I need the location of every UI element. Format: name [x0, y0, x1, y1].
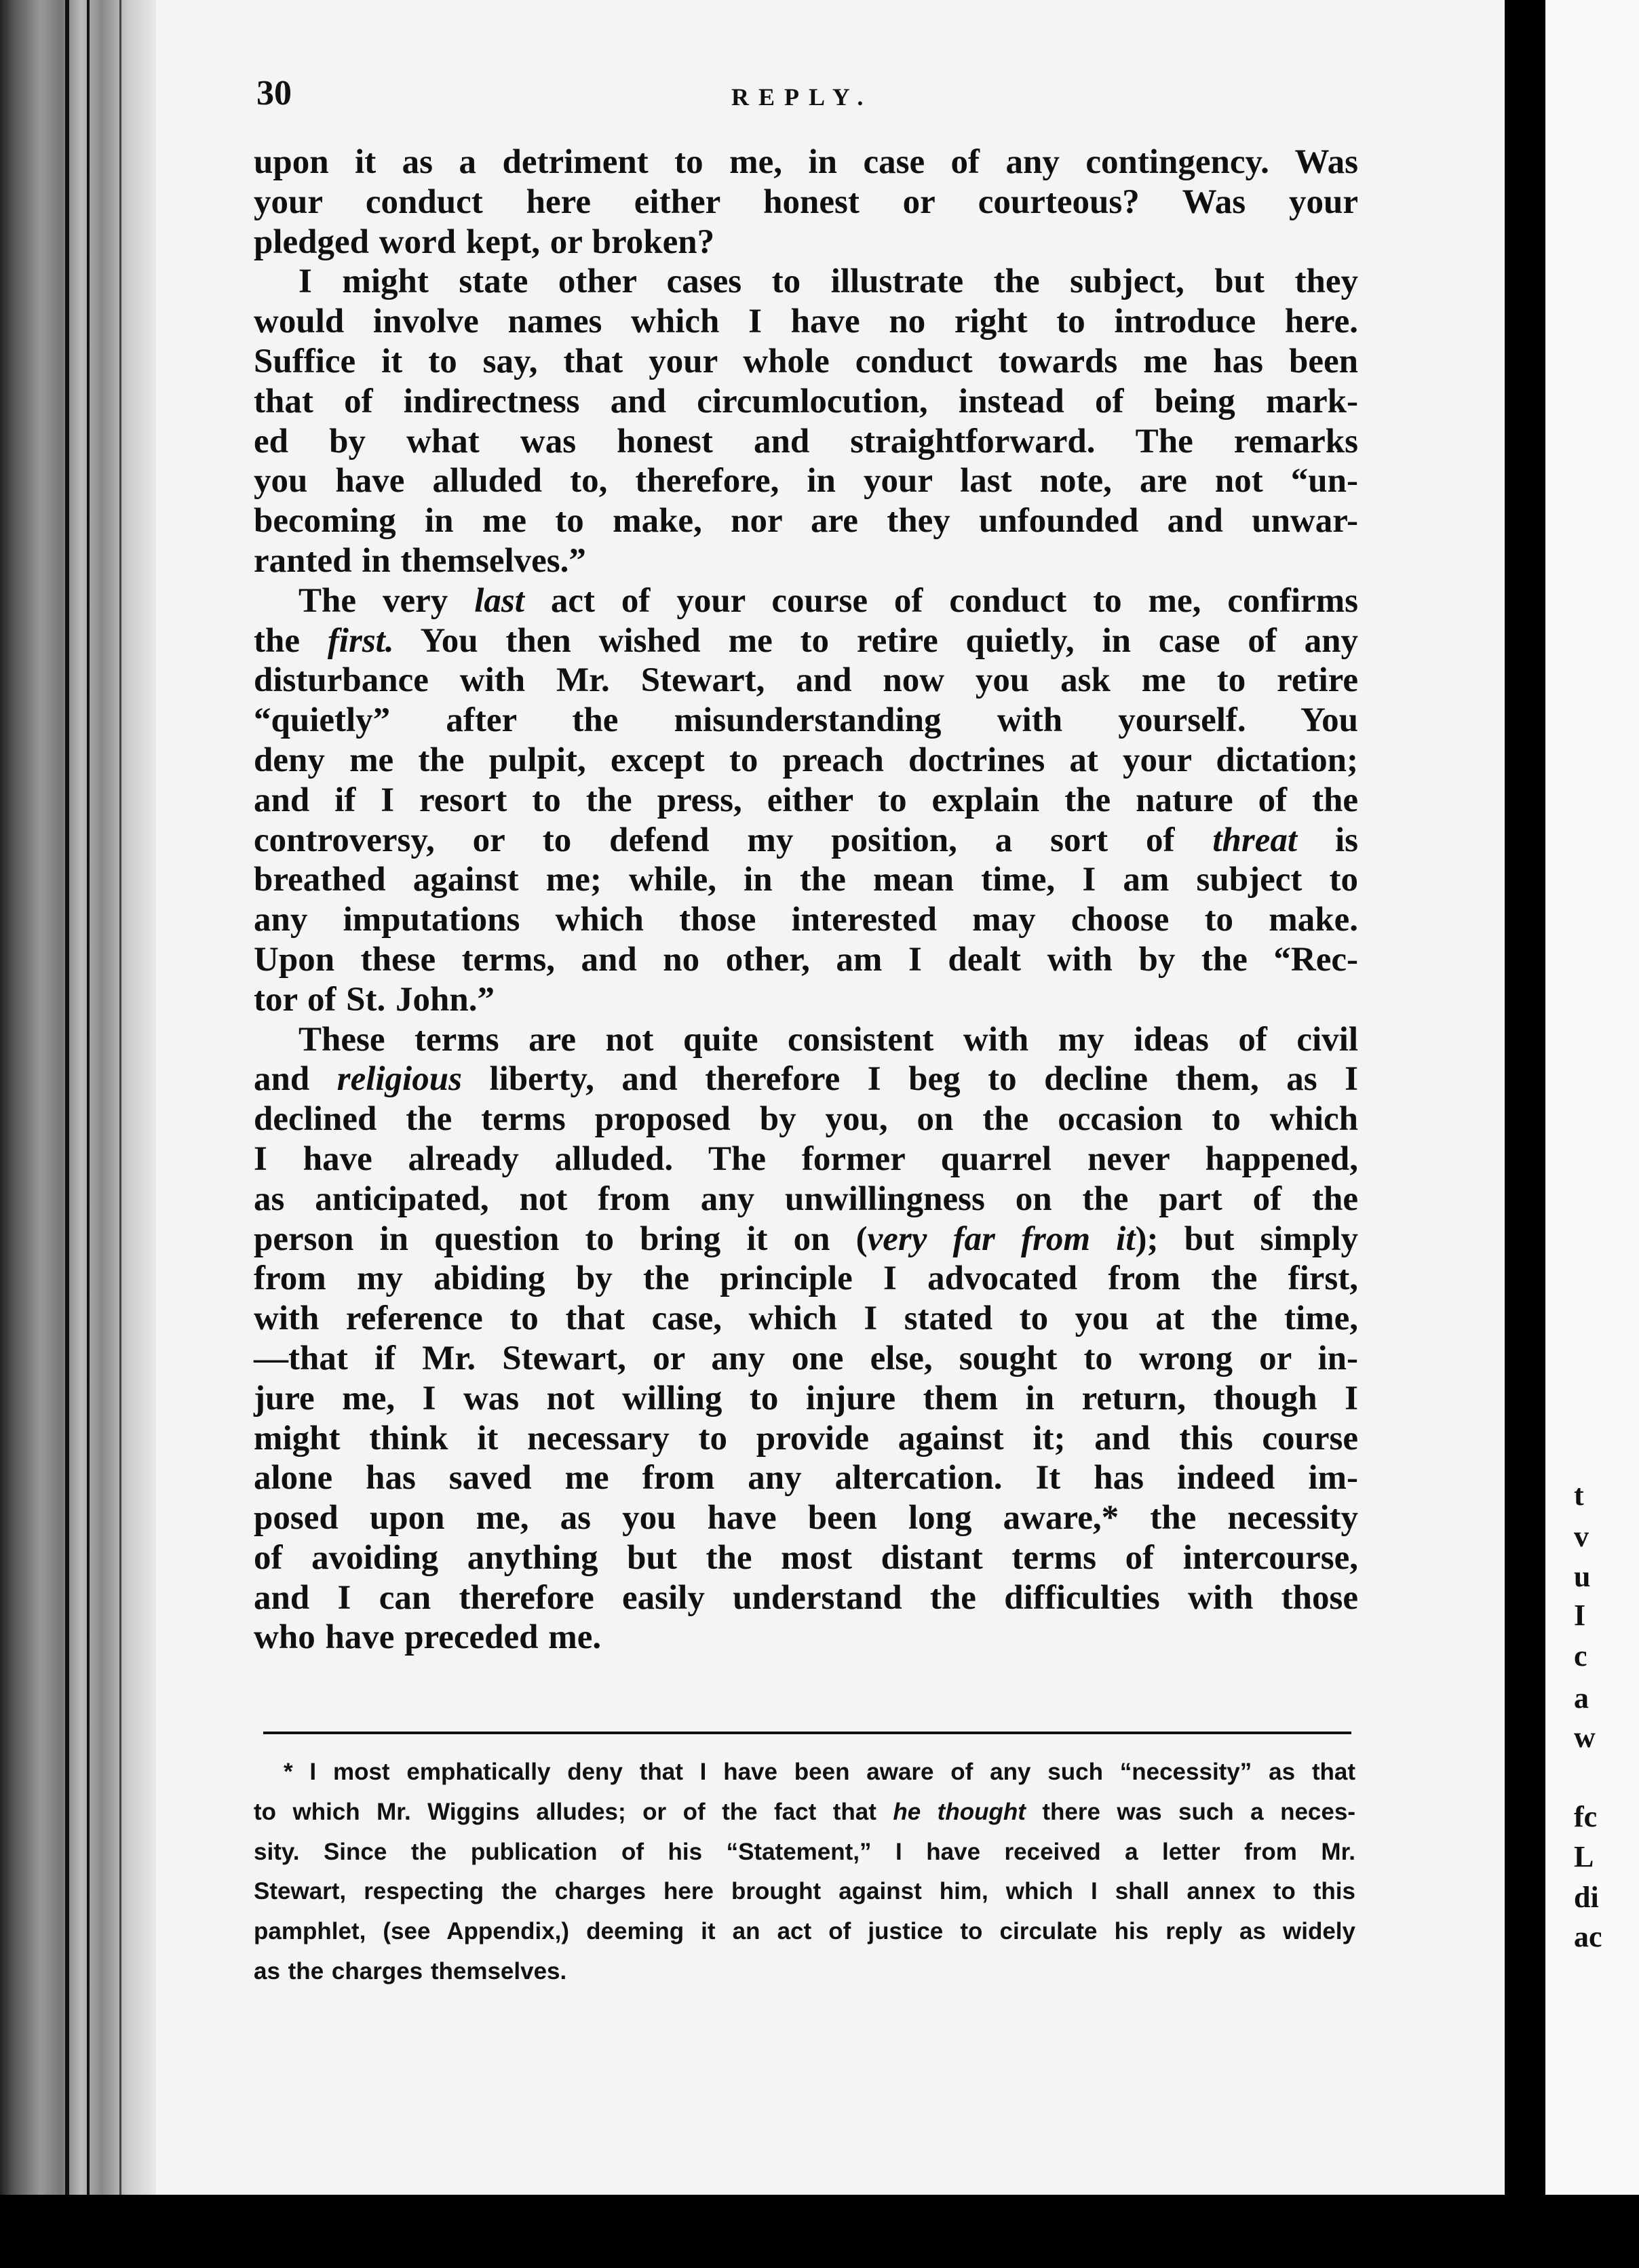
text-line: alone has saved me from any altercation. It has indeed im-: [254, 1459, 1358, 1498]
footnote-line: sity. Since the publication of his “Statement,” I have received a letter from Mr.: [254, 1838, 1355, 1865]
text-line: might think it necessary to provide against it; and this course: [254, 1419, 1358, 1458]
scan-bottom-border: [0, 2195, 1639, 2268]
facing-page: [1545, 0, 1639, 2268]
text-run: the: [254, 621, 328, 660]
footnote-line: Stewart, respecting the charges here brought against him, which I shall annex to this: [254, 1878, 1355, 1905]
facing-page-fragment: t: [1574, 1479, 1584, 1512]
text-line: Suffice it to say, that your whole conduct towards me has been: [254, 342, 1358, 380]
facing-page-fragment: v: [1574, 1520, 1589, 1553]
text-line: any imputations which those interested may choose to make.: [254, 901, 1358, 939]
page-number: 30: [256, 74, 292, 113]
text-run: controversy, or to defend my position, a sort of: [254, 821, 1213, 859]
text-run: person in question to bring it on (: [254, 1219, 868, 1258]
text-line: posed upon me, as you have been long aware,* the necessity: [254, 1499, 1358, 1538]
facing-page-fragment: di: [1574, 1881, 1599, 1914]
footnote-line: pamphlet, (see Appendix,) deeming it an act of justice to circulate his reply as widely: [254, 1918, 1355, 1945]
text-line: tor of St. John.”: [254, 980, 495, 1019]
text-line: and if I resort to the press, either to explain the nature of the: [254, 781, 1358, 819]
text-run: there was such a neces-: [1025, 1798, 1355, 1825]
text-line: would involve names which I have no right to introduce here.: [254, 302, 1358, 341]
text-run: ); but simply: [1135, 1219, 1358, 1258]
text-line: disturbance with Mr. Stewart, and now you ask me to retire: [254, 661, 1358, 700]
page-edge-line: [87, 0, 90, 2268]
text-run: act of your course of conduct to me, confirms: [524, 581, 1358, 620]
text-line: [254, 821, 1358, 861]
text-line: who have preceded me.: [254, 1618, 602, 1657]
text-line: as anticipated, not from any unwillingness on the part of the: [254, 1179, 1358, 1218]
text-line: becoming in me to make, nor are they unfounded and unwar-: [254, 502, 1358, 541]
text-line: you have alluded to, therefore, in your last note, are not “un-: [254, 462, 1358, 501]
italic-text: very far from it: [867, 1219, 1136, 1258]
text-line: pledged word kept, or broken?: [254, 222, 715, 261]
text-line: your conduct here either honest or courteous? Was your: [254, 182, 1358, 221]
text-line: I have already alluded. The former quarrel never happened,: [254, 1139, 1358, 1178]
text-run: You then wished me to retire quietly, in case of any: [393, 621, 1358, 660]
facing-page-fragment: c: [1574, 1639, 1587, 1673]
text-line: [254, 1219, 1358, 1259]
italic-text: last: [474, 581, 524, 620]
facing-page-fragment: I: [1574, 1599, 1586, 1632]
facing-page-fragment: L: [1574, 1840, 1594, 1873]
text-line: and I can therefore easily understand the difficulties with those: [254, 1578, 1358, 1617]
text-line: that of indirectness and circumlocution, instead of being mark-: [254, 382, 1358, 421]
page-header: [256, 73, 1355, 121]
text-line: —that if Mr. Stewart, or any one else, sought to wrong or in-: [254, 1339, 1358, 1377]
text-line: breathed against me; while, in the mean time, I am subject to: [254, 861, 1358, 899]
footnote-line: * I most emphatically deny that I have been aware of any such “necessity” as that: [284, 1759, 1355, 1785]
text-line: with reference to that case, which I stated to you at the time,: [254, 1299, 1358, 1338]
page-edge-line: [119, 0, 121, 2268]
text-line: jure me, I was not willing to injure them in return, though I: [254, 1379, 1358, 1418]
text-line: I might state other cases to illustrate the subject, but they: [298, 262, 1358, 301]
text-run: is: [1297, 821, 1358, 859]
italic-text: threat: [1212, 821, 1298, 859]
text-run: to which Mr. Wiggins alludes; or of the fact that: [254, 1798, 893, 1825]
text-line: ranted in themselves.”: [254, 541, 586, 580]
text-line: [254, 621, 1358, 661]
facing-page-fragment: a: [1574, 1681, 1589, 1715]
facing-page-fragment: u: [1574, 1560, 1591, 1593]
text-run: liberty, and therefore I beg to decline them, as I: [461, 1060, 1358, 1099]
facing-page-fragment: fc: [1574, 1800, 1598, 1833]
text-line: Upon these terms, and no other, am I dealt with by the “Rec-: [254, 940, 1358, 979]
body-text: [254, 142, 1358, 1658]
book-spine-edge: [0, 0, 156, 2268]
page-edge-line: [65, 0, 69, 2268]
text-line: These terms are not quite consistent with my ideas of civil: [298, 1020, 1358, 1059]
footnote-rule: [263, 1732, 1351, 1734]
footnote-line: [254, 1793, 1355, 1833]
text-line: declined the terms proposed by you, on the occasion to which: [254, 1100, 1358, 1139]
facing-page-fragment: w: [1574, 1721, 1596, 1754]
footnote-line: as the charges themselves.: [254, 1957, 567, 1984]
text-line: [254, 581, 1358, 621]
text-line: deny me the pulpit, except to preach doctrines at your dictation;: [254, 741, 1358, 779]
italic-text: he thought: [893, 1798, 1026, 1825]
footnote: [254, 1753, 1355, 1992]
text-line: ed by what was honest and straightforward. The remarks: [254, 422, 1358, 461]
text-line: [254, 1059, 1358, 1099]
italic-text: religious: [336, 1060, 462, 1099]
text-run: and: [254, 1060, 337, 1099]
text-line: upon it as a detriment to me, in case of any contingency. Was: [254, 143, 1358, 181]
text-run: The very: [298, 581, 475, 620]
italic-text: first.: [327, 621, 394, 660]
running-head: REPLY.: [731, 83, 873, 111]
book-gutter: [1505, 0, 1545, 2268]
text-line: “quietly” after the misunderstanding with yourself. You: [254, 701, 1358, 740]
facing-page-fragment: ac: [1574, 1920, 1602, 1953]
text-line: of avoiding anything but the most distant terms of intercourse,: [254, 1538, 1358, 1577]
text-line: from my abiding by the principle I advocated from the first,: [254, 1259, 1358, 1298]
